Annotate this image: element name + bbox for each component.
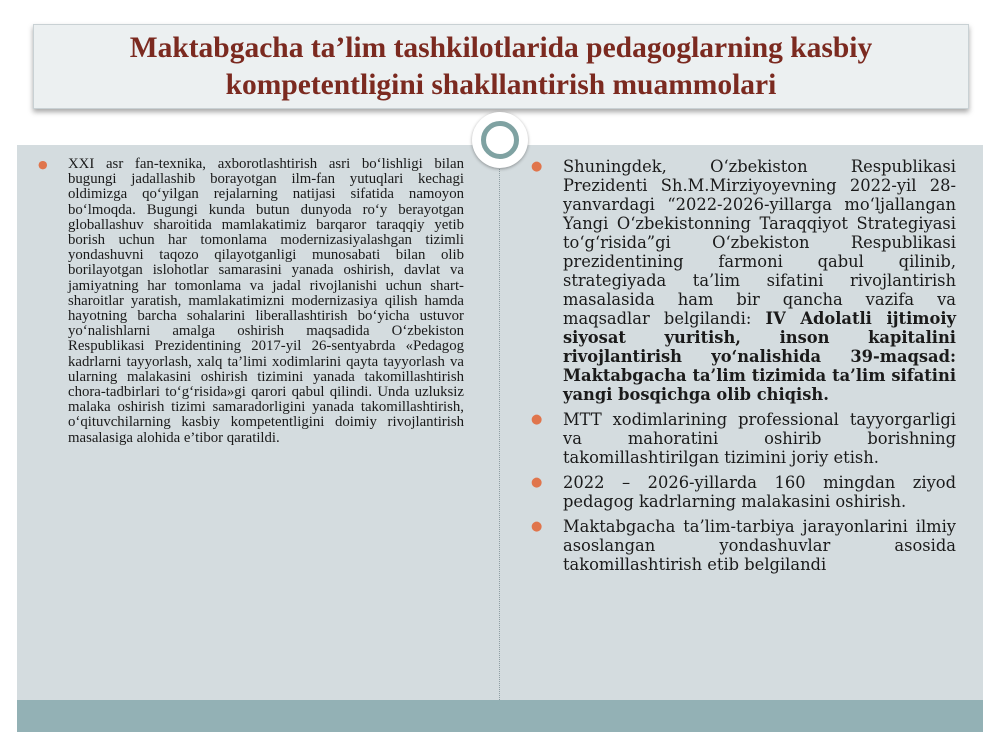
left-list-item [38, 157, 464, 446]
title-box [33, 24, 969, 109]
column-divider [499, 145, 501, 700]
right-column [531, 157, 956, 580]
left-column [38, 157, 464, 446]
ring-ornament-inner [481, 121, 519, 159]
bullet-dot-icon: ● [38, 158, 48, 171]
right-list-item-4 [531, 517, 956, 574]
right-item-1-text [563, 157, 956, 404]
right-item-2-text: MTT xodimlarining professional tayyorgarligi va mahoratini oshirib borishning takomillashtirilgan tizimini joriy etish. [563, 410, 956, 467]
right-item-4-text: Maktabgacha ta’lim-tarbiya jarayonlarini ilmiy asoslangan yondashuvlar asosida takomillashtirish etib belgilandi [563, 517, 956, 574]
right-list-item-1 [531, 157, 956, 404]
right-list-item-2 [531, 410, 956, 467]
ring-ornament-icon [472, 112, 528, 168]
right-item-3-text: 2022 – 2026-yillarda 160 mingdan ziyod pedagog kadrlarning malakasini oshirish. [563, 473, 956, 511]
right-list-item-3 [531, 473, 956, 511]
slide-title [130, 30, 873, 104]
left-paragraph: XXI asr fan-texnika, axborotlashtirish asri bo‘lishligi bilan bugungi jadallashib borayotgan ilm-fan yutuqlari kechagi oldimizga qo‘yilgan rejalarning natijasi sifatida namoyon bo‘lmoqda. Bugungi kunda butun dunyoda ro‘y berayotgan globallashuv sharoitida mamlakatimiz barqaror taraqqiy yetib borish uchun har tomonlama modernizasiyalashgan tizimli yondashuvni taqozo qilayotganligi munosabati bilan olib borilayotgan islohotlar samarasini yanada oshirish, davlat va jamiyatning har tomonlama va jadal rivojlanishi uchun shart-sharoitlar yaratish, mamlakatimizni modernizasiya qilish hamda hayotning barcha sohalarini liberallashtirish bo‘yicha ustuvor yo‘nalishlarni amalga oshirish maqsadida O‘zbekiston Respublikasi Prezidentining 2017-yil 26-sentyabrda «Pedagog kadrlarni tayyorlash, xalq ta’limi xodimlarini qayta tayyorlash va ularning malakasini oshirish tizimini yanada takomillashtirish chora-tadbirlari to‘g‘risida»gi qarori qabul qilindi. Unda uzluksiz malaka oshirish tizimi samaradorligini yanada takomillashtirish, o‘qituvchilarning kasbiy kompetentligini doimiy rivojlantirish masalasiga alohida e’tibor qaratildi. [68, 156, 464, 446]
bullet-dot-icon: ● [531, 412, 543, 427]
right-item-1-bold: IV Adolatli ijtimoiy siyosat yuritish, inson kapitalini rivojlantirish yo‘nalishida 39-maqsad: Maktabgacha ta’lim tizimida ta’lim sifatini yangi bosqichga olib chiqish. [563, 309, 956, 404]
bullet-dot-icon: ● [531, 159, 543, 174]
footer-band [17, 700, 983, 732]
bullet-dot-icon: ● [531, 519, 543, 534]
title-line-2: kompetentligini shakllantirish muammolari [225, 68, 777, 101]
bullet-dot-icon: ● [531, 475, 543, 490]
right-item-1-normal: Shuningdek, O‘zbekiston Respublikasi Prezidenti Sh.M.Mirziyoyevning 2022-yil 28-yanvardagi “2022-2026-yillarga mo‘ljallangan Yangi O‘zbekistonning Taraqqiyot Strategiyasi to‘g‘risida”gi O‘zbekiston Respublikasi prezidentining farmoni qabul qilinib, strategiyada ta’lim sifatini rivojlantirish masalasida ham bir qancha vazifa va maqsadlar belgilandi: [563, 157, 956, 328]
title-line-1: Maktabgacha ta’lim tashkilotlarida pedagoglarning kasbiy [129, 31, 873, 64]
